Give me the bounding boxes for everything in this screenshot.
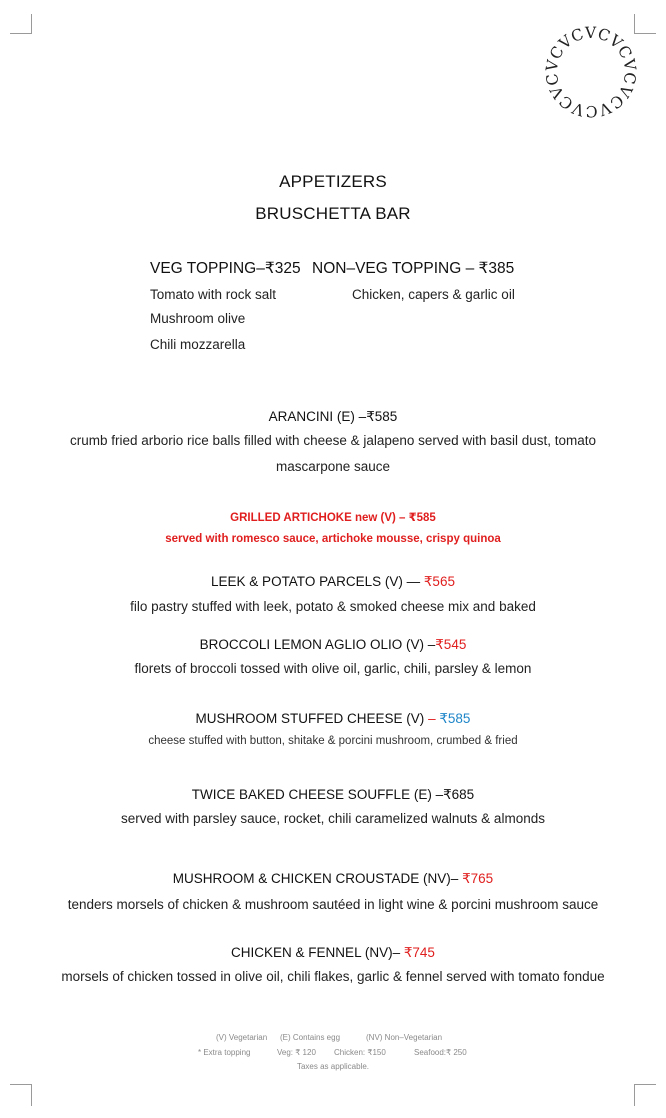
item-name: TWICE BAKED CHEESE SOUFFLE (E) – — [191, 787, 444, 802]
item-price: ₹685 — [443, 787, 475, 802]
item-price: ₹585 — [408, 512, 436, 524]
veg-topping-item: Tomato with rock salt — [150, 287, 277, 302]
crop-mark — [31, 1084, 32, 1106]
item-description: served with romesco sauce, artichoke mousse, crispy quinoa — [165, 533, 501, 545]
item-price: ₹545 — [435, 637, 467, 652]
item-name: MUSHROOM & CHICKEN CROUSTADE (NV)– — [172, 871, 463, 886]
item-price: ₹765 — [462, 871, 494, 886]
veg-topping-item: Chili mozzarella — [150, 337, 246, 352]
item-description: morsels of chicken tossed in olive oil, chili flakes, garlic & fennel served with tomato fondue — [61, 969, 605, 984]
section-title: APPETIZERS — [279, 172, 387, 191]
crop-mark — [634, 1084, 635, 1106]
svg-text:VCVCVCVCVCVCVCVCVC — [543, 24, 639, 120]
taxes-note: Taxes as applicable. — [296, 1062, 370, 1071]
menu-item-title — [0, 510, 666, 524]
extra-topping-label: * Extra topping — [198, 1048, 251, 1057]
item-description: tenders morsels of chicken & mushroom sautéed in light wine & porcini mushroom sauce — [67, 897, 599, 912]
menu-item-title — [0, 871, 666, 887]
item-name: LEEK & POTATO PARCELS (V) — — [211, 574, 424, 589]
menu-item-title — [0, 945, 666, 961]
item-description: crumb fried arborio rice balls filled with cheese & jalapeno served with basil dust, tomato — [69, 433, 596, 448]
item-price: ₹585 — [366, 409, 398, 424]
item-description: filo pastry stuffed with leek, potato & smoked cheese mix and baked — [130, 599, 536, 614]
item-name: BROCCOLI LEMON AGLIO OLIO (V) – — [199, 637, 436, 652]
item-name: ARANCINI (E) – — [268, 409, 367, 424]
item-price: ₹745 — [403, 945, 435, 960]
section-subtitle: BRUSCHETTA BAR — [255, 204, 411, 223]
nonveg-topping-header: NON–VEG TOPPING – ₹385 — [312, 260, 515, 277]
item-price: ₹565 — [423, 574, 455, 589]
menu-item-title — [0, 637, 666, 653]
legend-egg: (E) Contains egg — [280, 1033, 341, 1042]
item-name: CHICKEN & FENNEL (NV)– — [231, 945, 404, 960]
item-price: ₹585 — [439, 711, 471, 726]
item-description: florets of broccoli tossed with olive oil, garlic, chili, parsley & lemon — [134, 661, 532, 676]
extra-topping-chicken: Chicken: ₹150 — [334, 1048, 386, 1057]
crop-mark — [10, 33, 31, 34]
item-dash: – — [428, 711, 440, 726]
legend-nonveg: (NV) Non–Vegetarian — [366, 1033, 443, 1042]
menu-item-title — [0, 787, 666, 803]
logo-text: VCVCVCVCVCVCVCVCVC — [543, 24, 639, 120]
nonveg-topping-item: Chicken, capers & garlic oil — [352, 287, 515, 302]
item-name: GRILLED ARTICHOKE new (V) – — [230, 512, 409, 524]
menu-item-title — [0, 574, 666, 590]
crop-mark — [10, 1084, 31, 1085]
item-description: served with parsley sauce, rocket, chili caramelized walnuts & almonds — [121, 811, 545, 826]
veg-topping-header: VEG TOPPING–₹325 — [150, 260, 301, 277]
crop-mark — [31, 14, 32, 34]
extra-topping-seafood: Seafood:₹ 250 — [414, 1048, 467, 1057]
veg-topping-item: Mushroom olive — [150, 311, 246, 326]
vc-circle-logo — [543, 24, 639, 120]
item-name: MUSHROOM STUFFED CHEESE (V) — [195, 711, 429, 726]
extra-topping-veg: Veg: ₹ 120 — [277, 1048, 316, 1057]
item-description: cheese stuffed with button, shitake & porcini mushroom, crumbed & fried — [148, 735, 518, 747]
menu-item-title — [0, 711, 666, 727]
menu-item-title — [0, 409, 666, 425]
legend-vegetarian: (V) Vegetarian — [216, 1033, 268, 1042]
item-description: mascarpone sauce — [275, 459, 391, 474]
crop-mark — [634, 1084, 656, 1085]
